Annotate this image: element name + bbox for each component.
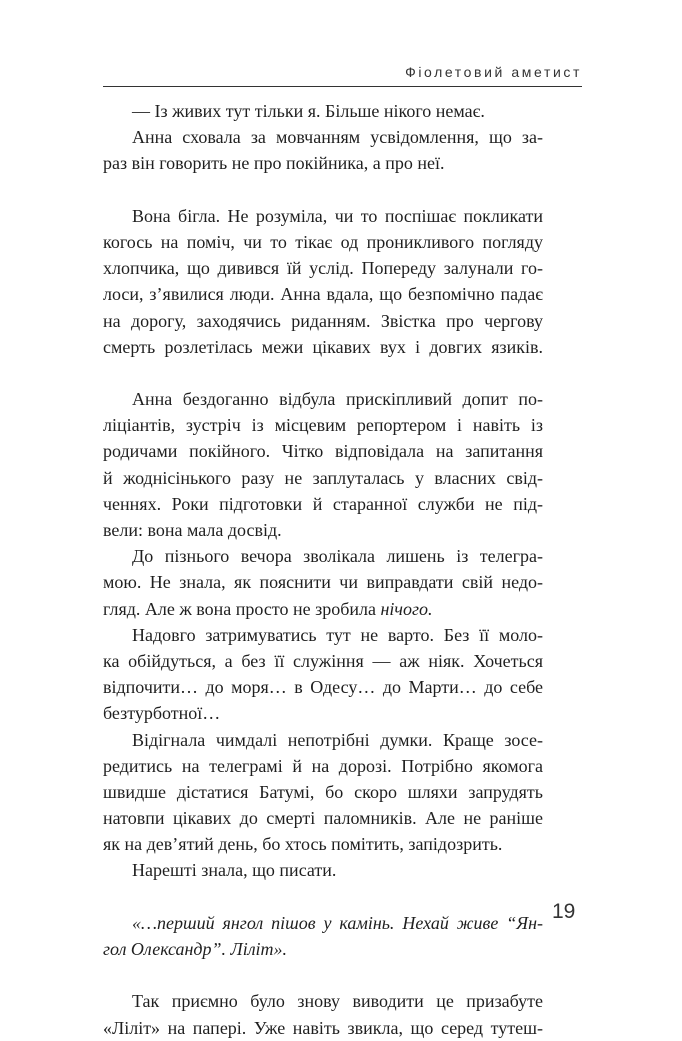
- text-line: ліціантів, зустріч із місцевим репортером і навіть із: [103, 415, 543, 436]
- text-line: відпочити… до моря… в Одесу… до Марти… до себе: [103, 677, 543, 698]
- page-number: 19: [552, 900, 576, 923]
- section-break: [103, 360, 543, 386]
- text-line: [103, 596, 543, 622]
- telegram-line: «…перший янгол пішов у камінь. Нехай живе “Ян-: [132, 912, 543, 933]
- text-line: на дорогу, заходячись риданням. Звістка про чергову: [103, 310, 543, 331]
- text-line: родичами покійного. Чітко відповідала на запитання: [103, 441, 543, 462]
- text-fragment: гляд. Але ж вона просто не зробила: [103, 598, 376, 619]
- body-text: [103, 98, 543, 1041]
- emphasized-word: нічого.: [380, 598, 433, 619]
- text-line: лоси, з’явилися люди. Анна вдала, що безпомічно падає: [103, 284, 543, 305]
- text-line: Анна сховала за мовчанням усвідомлення, що за-: [132, 127, 543, 148]
- telegram-line: гол Олександр”. Ліліт».: [103, 939, 288, 959]
- running-header: [103, 64, 582, 87]
- text-line: вели: вона мала досвід.: [103, 520, 282, 540]
- text-line: й жоднісінького разу не заплуталась у власних свід-: [103, 467, 543, 488]
- text-line: Нарешті знала, що писати.: [132, 860, 337, 881]
- text-line: хлопчика, що дивився їй услід. Попереду залунали го-: [103, 258, 543, 279]
- text-line: «Ліліт» на папері. Уже навіть звикла, що серед тутеш-: [103, 1017, 543, 1038]
- section-break: [103, 962, 543, 988]
- text-line: До пізнього вечора зволікала лишень із телегра-: [132, 546, 543, 567]
- text-line: натовпи цікавих до смерті паломників. Але не раніше: [103, 808, 543, 829]
- section-break: [103, 177, 543, 203]
- text-line: Анна бездоганно відбула прискіпливий допит по-: [132, 389, 543, 410]
- text-line: Так приємно було знову виводити це призабуте: [132, 991, 543, 1012]
- text-line: безтурботної…: [103, 703, 221, 724]
- text-line: ка обійдуться, а без її служіння — аж ніяк. Хочеться: [103, 650, 543, 671]
- text-line: Вона бігла. Не розуміла, чи то поспішає покликати: [132, 205, 543, 226]
- text-line: швидше дістатися Батумі, бо скоро шляхи запрудять: [103, 781, 543, 802]
- text-line: смерть розлетілась межи цікавих вух і довгих язиків.: [103, 336, 543, 357]
- running-title: Фіолетовий аметист: [405, 64, 582, 80]
- text-line: — Із живих тут тільки я. Більше нікого немає.: [132, 101, 485, 121]
- text-line: мою. Не знала, як пояснити чи виправдати свій недо-: [103, 572, 543, 593]
- text-line: редитись на телеграмі й на дорозі. Потрібно якомога: [103, 755, 543, 776]
- text-line: когось на поміч, чи то тікає од проникливого погляду: [103, 231, 543, 252]
- text-line: ченнях. Роки підготовки й старанної служби не під-: [103, 493, 543, 514]
- text-line: раз він говорить не про покійника, а про неї.: [103, 153, 445, 174]
- section-break: [103, 884, 543, 910]
- text-line: Відігнала чимдалі непотрібні думки. Краще зосе-: [132, 729, 543, 750]
- text-line: як на дев’ятий день, бо хтось помітить, запідозрить.: [103, 834, 503, 855]
- text-line: Надовго затримуватись тут не варто. Без її моло-: [132, 624, 543, 645]
